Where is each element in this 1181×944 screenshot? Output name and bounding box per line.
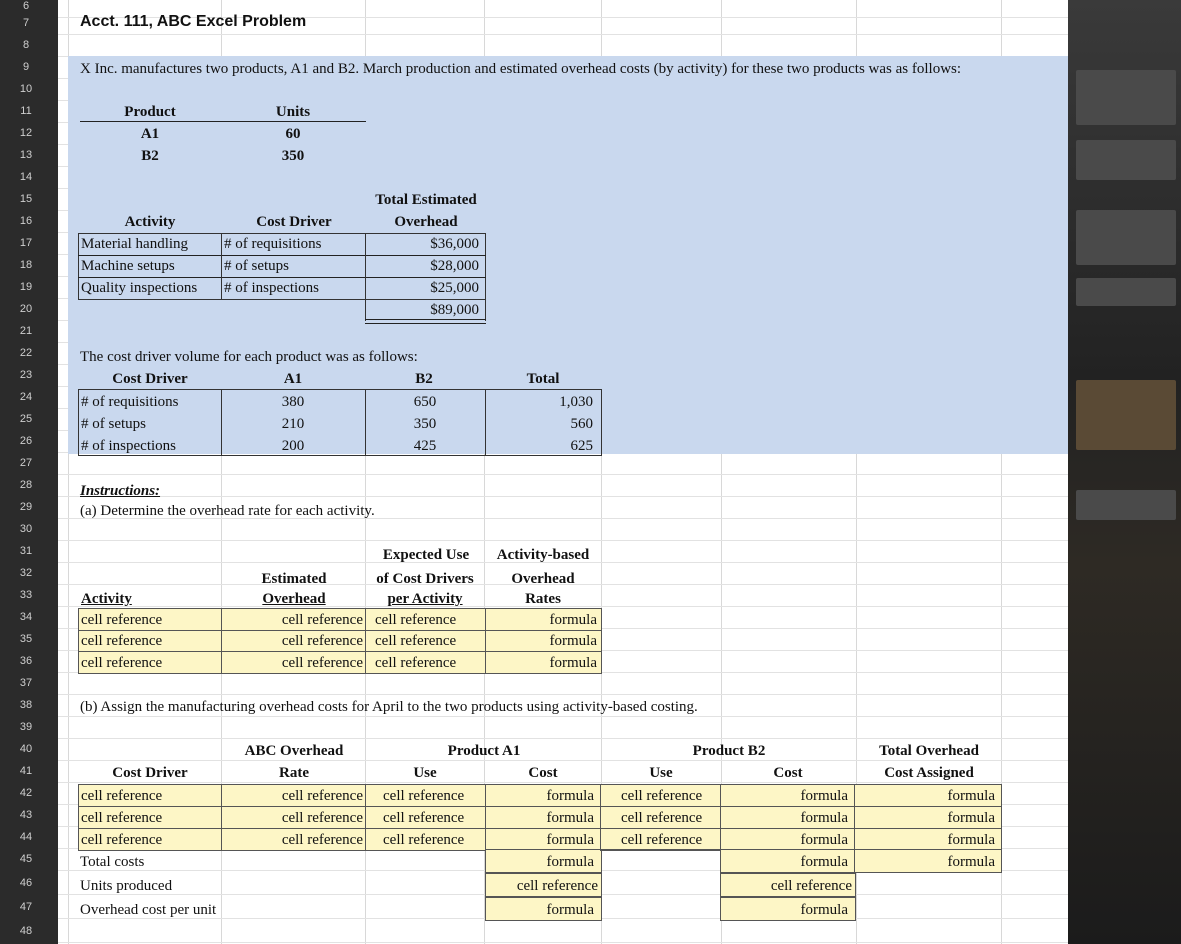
b2-use-2[interactable]: cell reference: [621, 810, 703, 826]
product-b2[interactable]: B2: [141, 148, 159, 164]
row-gridline: [58, 694, 1068, 695]
volume-intro[interactable]: The cost driver volume for each product was as follows:: [80, 349, 418, 365]
row-number[interactable]: 31: [19, 545, 33, 557]
assign-driver-3[interactable]: cell reference: [81, 832, 163, 848]
overhead-row-2[interactable]: $28,000: [430, 258, 479, 274]
row-gridline: [58, 942, 1068, 943]
row-number[interactable]: 28: [19, 479, 33, 491]
per-activity-header[interactable]: per Activity: [387, 591, 463, 607]
units-produced-label[interactable]: Units produced: [80, 878, 173, 894]
a1-cost-3[interactable]: formula: [546, 832, 594, 848]
b2-use-3[interactable]: cell reference: [621, 832, 703, 848]
row-gridline: [58, 540, 1068, 541]
grand-total-costs[interactable]: formula: [947, 854, 995, 870]
overhead-row-1[interactable]: $36,000: [430, 236, 479, 252]
b2-cost-3[interactable]: formula: [800, 832, 848, 848]
row-header-column[interactable]: [0, 0, 58, 944]
row-gridline: [58, 760, 1068, 761]
volume-total-2[interactable]: 560: [570, 416, 593, 432]
row-number[interactable]: 19: [19, 281, 33, 293]
total-assigned-2[interactable]: formula: [947, 810, 995, 826]
volume-b2-2[interactable]: 350: [413, 416, 437, 432]
assign-rate-header[interactable]: Rate: [279, 765, 309, 781]
activity-row-3[interactable]: Quality inspections: [81, 280, 198, 296]
row-number[interactable]: 22: [19, 347, 33, 359]
row-number[interactable]: 16: [19, 215, 33, 227]
a1-cost-1[interactable]: formula: [546, 788, 594, 804]
total-overhead-header[interactable]: Total Overhead: [879, 743, 979, 759]
row-number[interactable]: 38: [19, 699, 33, 711]
row-number[interactable]: 48: [19, 925, 33, 937]
row-number[interactable]: 44: [19, 831, 33, 843]
total-assigned-1[interactable]: formula: [947, 788, 995, 804]
estimated-overhead-header[interactable]: Overhead: [262, 591, 326, 607]
b2-cost-1[interactable]: formula: [800, 788, 848, 804]
row-number[interactable]: 29: [19, 501, 33, 513]
volume-driver-2[interactable]: # of setups: [81, 416, 146, 432]
row-number[interactable]: 7: [22, 17, 30, 29]
overhead-header[interactable]: Overhead: [394, 214, 458, 230]
driver-row-2[interactable]: # of setups: [224, 258, 289, 274]
overhead-mid-header[interactable]: Overhead: [511, 571, 575, 587]
units-header[interactable]: Units: [275, 104, 311, 120]
estimated-header[interactable]: Estimated: [261, 571, 327, 587]
volume-a1-1[interactable]: 380: [281, 394, 305, 410]
row-gridline: [58, 716, 1068, 717]
units-b2[interactable]: 350: [281, 148, 305, 164]
assign-driver-header[interactable]: Cost Driver: [112, 765, 188, 781]
row-number[interactable]: 27: [19, 457, 33, 469]
volume-b2-header[interactable]: B2: [415, 371, 433, 387]
rate-expected-2[interactable]: cell reference: [375, 633, 457, 649]
product-b2-header[interactable]: Product B2: [692, 743, 766, 759]
activity-row-2[interactable]: Machine setups: [81, 258, 175, 274]
row-number[interactable]: 47: [19, 901, 33, 913]
assign-rate-2[interactable]: cell reference: [281, 810, 363, 826]
abc-overhead-header[interactable]: ABC Overhead: [244, 743, 344, 759]
row-number[interactable]: 41: [19, 765, 33, 777]
cost-assigned-header[interactable]: Cost Assigned: [884, 765, 974, 781]
a1-units-produced[interactable]: cell reference: [516, 878, 598, 894]
row-number[interactable]: 35: [19, 633, 33, 645]
row-number[interactable]: 26: [19, 435, 33, 447]
total-costs-label[interactable]: Total costs: [80, 854, 145, 870]
volume-b2-3[interactable]: 425: [413, 438, 437, 454]
row-number[interactable]: 32: [19, 567, 33, 579]
row-number[interactable]: 13: [19, 149, 33, 161]
rate-activity-3[interactable]: cell reference: [81, 655, 163, 671]
row-gridline: [58, 34, 1068, 35]
total-estimated-header[interactable]: Total Estimated: [375, 192, 477, 208]
rate-estimated-2[interactable]: cell reference: [281, 633, 363, 649]
row-number[interactable]: 46: [19, 877, 33, 889]
assign-rate-3[interactable]: cell reference: [281, 832, 363, 848]
row-number[interactable]: 39: [19, 721, 33, 733]
a1-use-header[interactable]: Use: [413, 765, 437, 781]
intro-text[interactable]: X Inc. manufactures two products, A1 and B2. March production and estimated overhead costs (by activity) for these two products was as follows:: [80, 61, 962, 77]
b2-cost-2[interactable]: formula: [800, 810, 848, 826]
volume-total-header[interactable]: Total: [526, 371, 560, 387]
a1-use-1[interactable]: cell reference: [383, 788, 465, 804]
rate-formula-1[interactable]: formula: [549, 612, 597, 628]
row-number[interactable]: 11: [20, 105, 32, 117]
row-number[interactable]: 45: [19, 853, 33, 865]
row-number[interactable]: 18: [19, 259, 33, 271]
rate-expected-3[interactable]: cell reference: [375, 655, 457, 671]
row-number[interactable]: 23: [19, 369, 33, 381]
activity-header[interactable]: Activity: [124, 214, 176, 230]
row-number[interactable]: 37: [19, 677, 33, 689]
row-number[interactable]: 20: [19, 303, 33, 315]
overhead-total[interactable]: $89,000: [430, 302, 479, 318]
b2-total-costs[interactable]: formula: [800, 854, 848, 870]
activity-row-1[interactable]: Material handling: [81, 236, 189, 252]
b2-use-header[interactable]: Use: [649, 765, 673, 781]
rate-activity-1[interactable]: cell reference: [81, 612, 163, 628]
row-number[interactable]: 15: [19, 193, 33, 205]
driver-row-3[interactable]: # of inspections: [224, 280, 319, 296]
row-number[interactable]: 10: [19, 83, 33, 95]
rate-expected-1[interactable]: cell reference: [375, 612, 457, 628]
row-number[interactable]: 43: [19, 809, 33, 821]
rate-estimated-1[interactable]: cell reference: [281, 612, 363, 628]
activity-based-header[interactable]: Activity-based: [496, 547, 590, 563]
of-cost-drivers-header[interactable]: of Cost Drivers: [376, 571, 474, 587]
row-gridline: [58, 782, 1068, 783]
rate-formula-3[interactable]: formula: [549, 655, 597, 671]
row-gridline: [58, 496, 1068, 497]
volume-driver-1[interactable]: # of requisitions: [81, 394, 179, 410]
row-gridline: [58, 474, 1068, 475]
units-a1[interactable]: 60: [285, 126, 301, 142]
a1-cost-header[interactable]: Cost: [528, 765, 558, 781]
volume-b2-1[interactable]: 650: [413, 394, 437, 410]
volume-total-1[interactable]: 1,030: [559, 394, 593, 410]
a1-cost-2[interactable]: formula: [546, 810, 594, 826]
overhead-row-3[interactable]: $25,000: [430, 280, 479, 296]
rate-formula-2[interactable]: formula: [549, 633, 597, 649]
product-a1[interactable]: A1: [140, 126, 160, 142]
product-a1-header[interactable]: Product A1: [447, 743, 521, 759]
sheet-title[interactable]: Acct. 111, ABC Excel Problem: [80, 13, 307, 30]
instructions-heading[interactable]: Instructions:: [80, 483, 161, 499]
b2-per-unit[interactable]: formula: [800, 902, 848, 918]
volume-total-3[interactable]: 625: [570, 438, 593, 454]
volume-a1-3[interactable]: 200: [281, 438, 305, 454]
row-number[interactable]: 34: [19, 611, 33, 623]
row-number[interactable]: 9: [22, 61, 30, 73]
driver-row-1[interactable]: # of requisitions: [224, 236, 322, 252]
total-assigned-3[interactable]: formula: [947, 832, 995, 848]
b2-use-1[interactable]: cell reference: [621, 788, 703, 804]
row-number[interactable]: 21: [19, 325, 33, 337]
a1-total-costs[interactable]: formula: [546, 854, 594, 870]
instruction-part-a[interactable]: (a) Determine the overhead rate for each activity.: [80, 503, 375, 519]
product-header[interactable]: Product: [124, 104, 176, 120]
background-window-panel: [1068, 0, 1181, 944]
volume-driver-3[interactable]: # of inspections: [81, 438, 176, 454]
volume-a1-2[interactable]: 210: [281, 416, 305, 432]
b2-units-produced[interactable]: cell reference: [770, 878, 852, 894]
instruction-part-b[interactable]: (b) Assign the manufacturing overhead costs for April to the two products using activity-based costing.: [80, 699, 698, 715]
assign-driver-1[interactable]: cell reference: [81, 788, 163, 804]
row-number[interactable]: 33: [19, 589, 33, 601]
rate-activity-2[interactable]: cell reference: [81, 633, 163, 649]
b2-cost-header[interactable]: Cost: [773, 765, 803, 781]
row-number[interactable]: 24: [19, 391, 33, 403]
row-number[interactable]: 17: [19, 237, 33, 249]
expected-use-header[interactable]: Expected Use: [382, 547, 470, 563]
assign-driver-2[interactable]: cell reference: [81, 810, 163, 826]
row-number[interactable]: 36: [19, 655, 33, 667]
cost-driver-header[interactable]: Cost Driver: [256, 214, 332, 230]
row-number[interactable]: 30: [19, 523, 33, 535]
row-number[interactable]: 14: [19, 171, 33, 183]
row-number[interactable]: 6: [22, 0, 30, 12]
row-gridline: [58, 738, 1068, 739]
a1-use-2[interactable]: cell reference: [383, 810, 465, 826]
volume-driver-header[interactable]: Cost Driver: [112, 371, 188, 387]
row-number[interactable]: 40: [19, 743, 33, 755]
assign-rate-1[interactable]: cell reference: [281, 788, 363, 804]
volume-a1-header[interactable]: A1: [283, 371, 303, 387]
row-number[interactable]: 42: [19, 787, 33, 799]
a1-use-3[interactable]: cell reference: [383, 832, 465, 848]
rate-estimated-3[interactable]: cell reference: [281, 655, 363, 671]
rates-activity-header[interactable]: Activity: [81, 591, 132, 607]
row-number[interactable]: 8: [22, 39, 30, 51]
rates-header[interactable]: Rates: [525, 591, 561, 607]
per-unit-label[interactable]: Overhead cost per unit: [80, 902, 217, 918]
row-number[interactable]: 12: [19, 127, 33, 139]
a1-per-unit[interactable]: formula: [546, 902, 594, 918]
row-number[interactable]: 25: [19, 413, 33, 425]
